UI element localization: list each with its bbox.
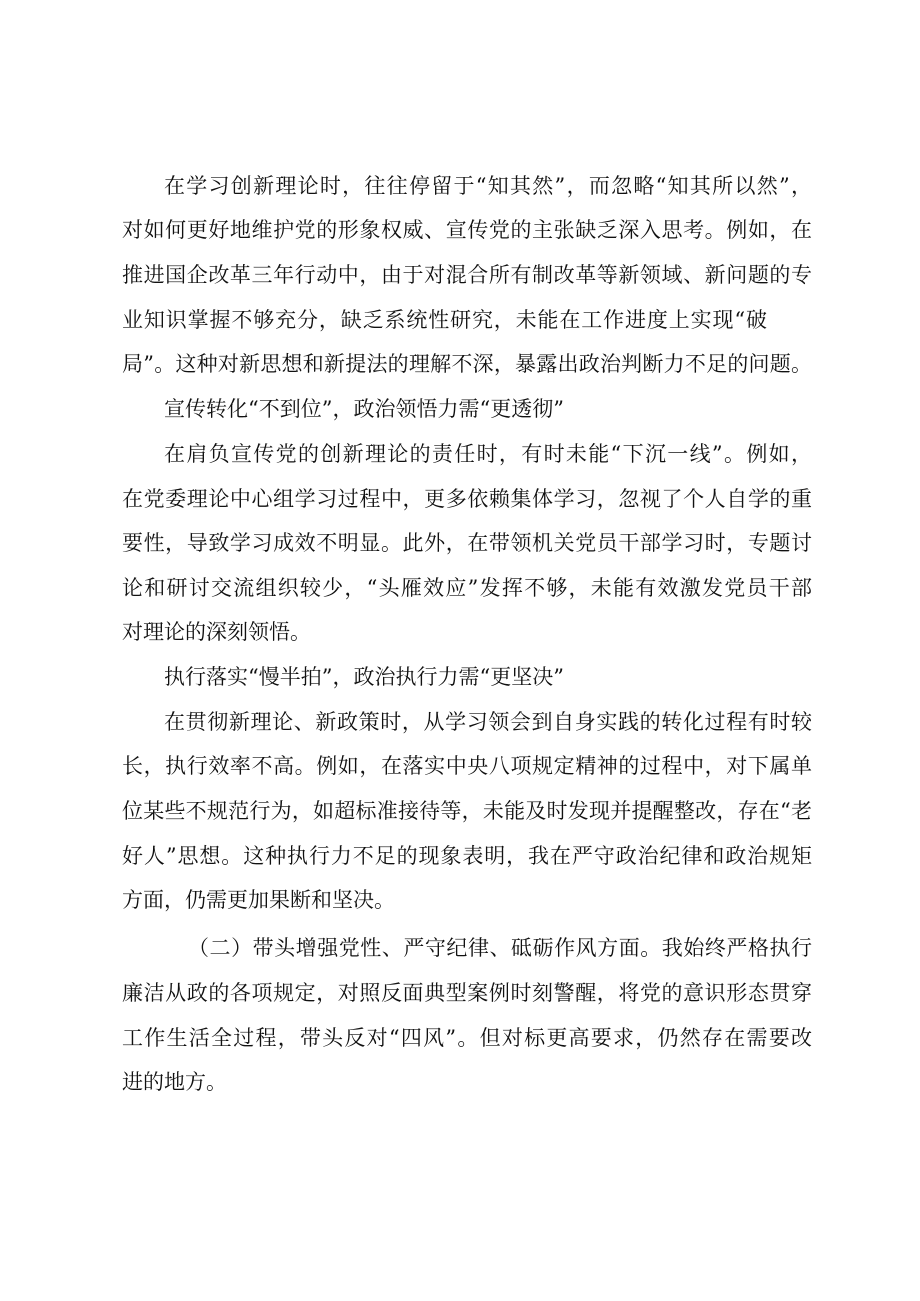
paragraph-2-line-2: 在党委理论中心组学习过程中，更多依赖集体学习，忽视了个人自学的重 (122, 487, 812, 511)
paragraph-3-line-5: 方面，仍需更加果断和坚决。 (122, 888, 395, 912)
paragraph-3-line-4: 好人”思想。这种执行力不足的现象表明，我在严守政治纪律和政治规矩 (122, 844, 812, 868)
paragraph-3-line-2: 长，执行效率不高。例如，在落实中央八项规定精神的过程中，对下属单 (122, 754, 812, 778)
paragraph-1-line-5: 局”。这种对新思想和新提法的理解不深，暴露出政治判断力不足的问题。 (122, 352, 812, 376)
section-heading-execution: 执行落实“慢半拍”，政治执行力需“更坚决” (164, 665, 564, 689)
paragraph-4-line-1: （二）带头增强党性、严守纪律、砥砺作风方面。我始终严格执行 (188, 936, 812, 960)
paragraph-1-line-3: 推进国企改革三年行动中，由于对混合所有制改革等新领域、新问题的专 (122, 263, 812, 287)
section-heading-propaganda: 宣传转化“不到位”，政治领悟力需“更透彻” (164, 397, 564, 421)
paragraph-3-line-1: 在贯彻新理论、新政策时，从学习领会到自身实践的转化过程有时较 (164, 710, 812, 734)
paragraph-4-line-4: 进的地方。 (122, 1070, 227, 1094)
paragraph-3-line-3: 位某些不规范行为，如超标准接待等，未能及时发现并提醒整改，存在“老 (122, 799, 812, 823)
paragraph-4-line-3: 工作生活全过程，带头反对“四风”。但对标更高要求，仍然存在需要改 (122, 1026, 812, 1050)
paragraph-4-line-2: 廉洁从政的各项规定，对照反面典型案例时刻警醒，将党的意识形态贯穿 (122, 981, 812, 1005)
paragraph-2-line-5: 对理论的深刻领悟。 (122, 620, 311, 644)
paragraph-2-line-4: 论和研讨交流组织较少，“头雁效应”发挥不够，未能有效激发党员干部 (122, 576, 812, 600)
paragraph-1-line-2: 对如何更好地维护党的形象权威、宣传党的主张缺乏深入思考。例如，在 (122, 218, 812, 242)
paragraph-1-line-4: 业知识掌握不够充分，缺乏系统性研究，未能在工作进度上实现“破 (122, 308, 767, 332)
paragraph-2-line-3: 要性，导致学习成效不明显。此外，在带领机关党员干部学习时，专题讨 (122, 531, 812, 555)
paragraph-2-line-1: 在肩负宣传党的创新理论的责任时，有时未能“下沉一线”。例如， (164, 442, 812, 466)
paragraph-1-line-1: 在学习创新理论时，往往停留于“知其然”，而忽略“知其所以然”， (164, 174, 812, 198)
